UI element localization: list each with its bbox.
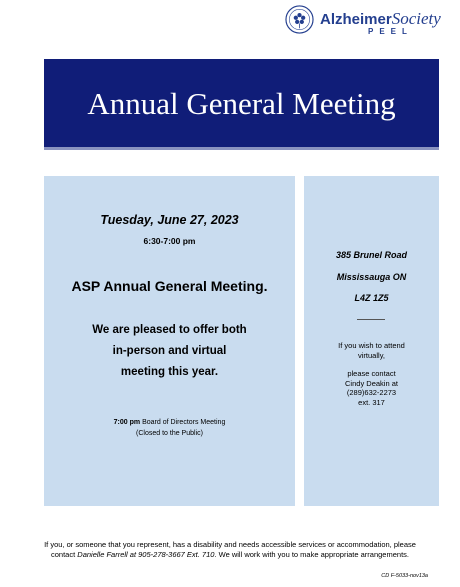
- event-offer-text: [44, 320, 295, 383]
- accessibility-contact: Danielle Farrell at 905-278-3667 Ext. 710: [77, 550, 215, 559]
- board-meeting-closed: (Closed to the Public): [136, 430, 203, 437]
- event-date: Tuesday, June 27, 2023: [100, 213, 239, 227]
- divider: [357, 319, 385, 320]
- offer-line: in-person and virtual: [112, 345, 227, 357]
- event-time: 6:30-7:00 pm: [143, 236, 196, 246]
- venue-address: [304, 245, 439, 310]
- logo-chapter: PEEL: [368, 27, 413, 36]
- address-line: Mississauga ON: [336, 271, 407, 282]
- offer-line: We are pleased to offer both: [92, 324, 247, 336]
- contact-name: Cindy Deakin at: [345, 378, 398, 388]
- accessibility-notice: If you, or someone that you represent, has a disability and needs accessible services or accommodation, please contact Danielle Farrell at 905-278-3667 Ext. 710. We will work with you to make appropriate arrangements.: [44, 540, 416, 559]
- event-heading: ASP Annual General Meeting.: [71, 278, 268, 294]
- contact-info: please contact Cindy Deakin at (289)632-2273 ext. 317: [304, 369, 439, 407]
- address-line: 385 Brunel Road: [335, 250, 408, 260]
- alzheimer-society-logo: [282, 4, 442, 38]
- form-code: CD F-5033-nov13a: [381, 573, 428, 579]
- board-meeting-note: [44, 417, 295, 439]
- board-meeting-time: 7:00 pm: [113, 419, 141, 426]
- event-details-panel: [44, 176, 295, 506]
- board-meeting-label: Board of Directors Meeting: [142, 419, 226, 426]
- contact-phone: (289)632-2273: [346, 388, 397, 397]
- page-title: Annual General Meeting: [87, 86, 396, 121]
- title-banner: [44, 59, 439, 150]
- virtual-attend-note: If you wish to attend virtually,: [338, 341, 405, 360]
- forget-me-not-seal-icon: [285, 5, 314, 34]
- offer-line: meeting this year.: [120, 366, 219, 378]
- address-line: L4Z 1Z5: [354, 293, 389, 303]
- logo-wordmark: AlzheimerSociety: [320, 9, 441, 28]
- location-panel: [304, 176, 439, 506]
- contact-extension: ext. 317: [358, 397, 385, 407]
